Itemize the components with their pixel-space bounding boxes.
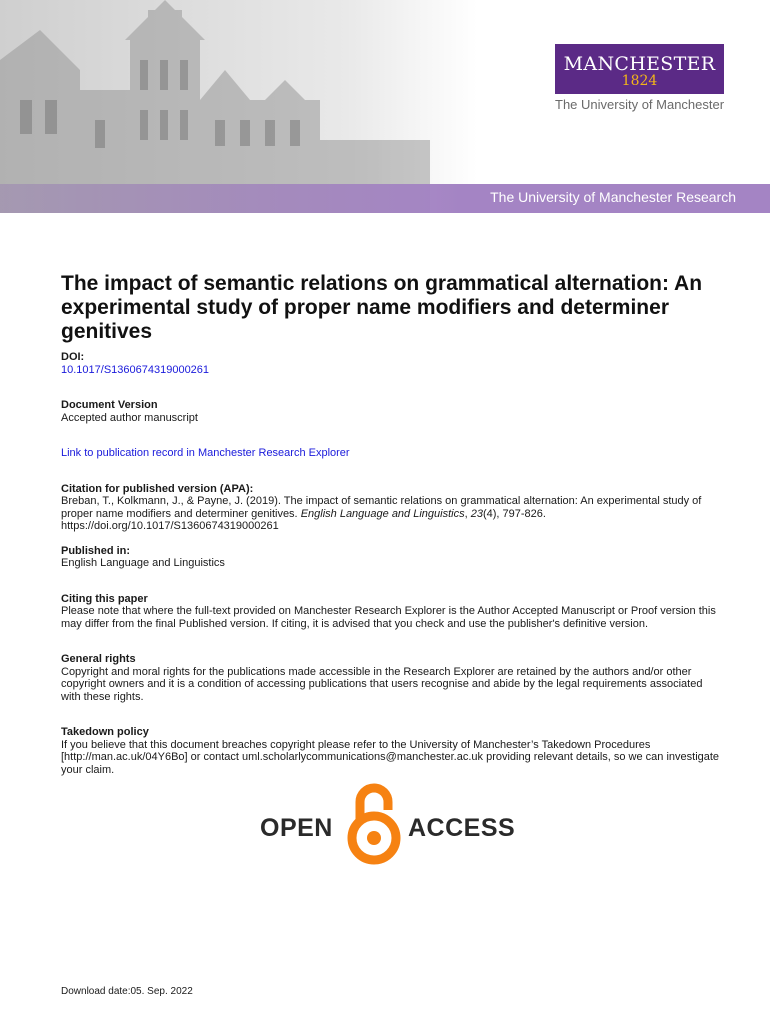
- citation-main: Breban, T., Kolkmann, J., & Payne, J. (2019). The impact of semantic relations on grammatical alternation: An experimental study of proper name modifiers and determiner genitives.: [61, 495, 702, 520]
- open-lock-icon: [344, 780, 404, 866]
- banner-text: The University of Manchester Research: [490, 189, 736, 205]
- access-word: ACCESS: [408, 814, 516, 842]
- rights-label: General rights: [61, 653, 136, 665]
- rights-text: Copyright and moral rights for the publications made accessible in the Research Explorer are retained by the authors and/or other copyright owners and it is a condition of accessing publications that users recognise and abide by the legal requirements associated with these rights.: [61, 665, 703, 703]
- open-word: OPEN: [260, 814, 333, 842]
- publication-record-link[interactable]: Link to publication record in Manchester Research Explorer: [61, 447, 350, 459]
- takedown-label: Takedown policy: [61, 726, 149, 738]
- paper-title: The impact of semantic relations on grammatical alternation: An experimental study of proper name modifiers and determiner genitives: [61, 272, 703, 343]
- logo-year: 1824: [621, 73, 658, 89]
- doi-label: DOI:: [61, 351, 85, 363]
- citation-volume: 23: [470, 507, 483, 520]
- logo-name: MANCHESTER: [563, 53, 716, 75]
- document-version-value: Accepted author manuscript: [61, 411, 198, 424]
- doi-link[interactable]: 10.1017/S1360674319000261: [61, 363, 210, 376]
- manchester-logo: [555, 44, 724, 94]
- logo-subtitle: The University of Manchester: [555, 97, 725, 112]
- published-in-value: English Language and Linguistics: [61, 557, 225, 569]
- cover-content: [61, 272, 721, 776]
- open-access-logo: [260, 780, 520, 870]
- citing-label: Citing this paper: [61, 592, 148, 605]
- header-banner: [0, 0, 770, 213]
- published-in-label: Published in:: [61, 544, 131, 557]
- citing-text: Please note that where the full-text provided on Manchester Research Explorer is the Author Accepted Manuscript or Proof version this may differ from the final Published version. If citing, it is advised that you check and use the publisher's definitive version.: [61, 605, 716, 630]
- citation-separator: ,: [464, 507, 471, 520]
- citation-journal: English Language and Linguistics: [300, 507, 465, 520]
- document-version-label: Document Version: [61, 399, 158, 411]
- citation-text: [61, 495, 721, 533]
- download-date: Download date:05. Sep. 2022: [61, 986, 193, 997]
- takedown-text: If you believe that this document breaches copyright please refer to the University of Manchester’s Takedown Procedures [http://man.ac.uk/04Y6Bo] or contact uml.scholarlycommunications@manchester.ac.uk providing relevant details, so we can investigate your claim.: [61, 738, 720, 776]
- citation-rest: (4), 797-826. https://doi.org/10.1017/S1360674319000261: [61, 507, 546, 532]
- citation-label: Citation for published version (APA):: [61, 482, 254, 495]
